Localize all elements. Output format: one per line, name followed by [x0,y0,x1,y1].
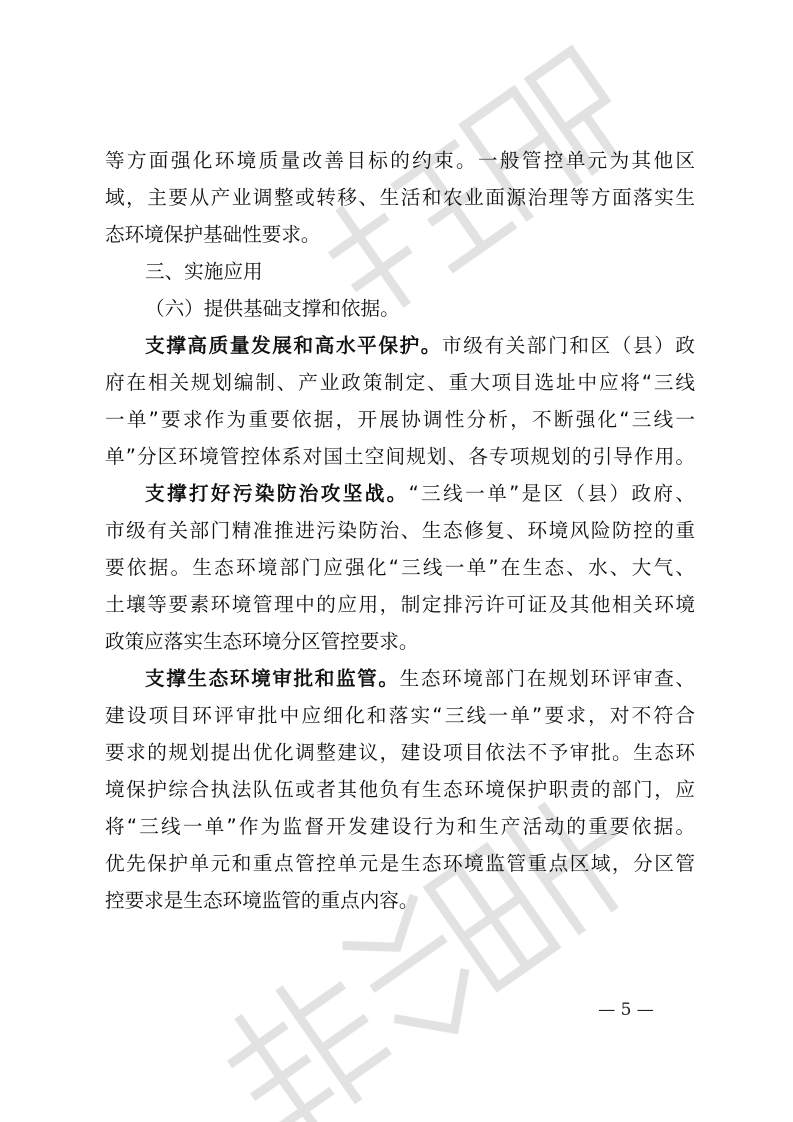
section-heading: 三、实施应用 [145,260,263,283]
bold-heading: 支撑打好污染防治攻坚战。 [145,482,409,505]
document-body [105,142,695,919]
paragraph-first-line [105,327,695,364]
text-line: 政策应落实生态环境分区管控要求。 [105,630,419,653]
text-line: 单”分区环境管控体系对国土空间规划、各专项规划的引导作用。 [105,445,695,468]
text-line: 市级有关部门精准推进污染防治、生态修复、环境风险防控的重 [105,519,695,542]
page-number: — 5 — [598,1000,654,1020]
bold-heading: 支撑高质量发展和高水平保护。 [145,334,443,357]
subsection-heading: （六）提供基础支撑和依据。 [145,297,400,320]
text-line: 态环境保护基础性要求。 [105,223,321,246]
text-line: 优先保护单元和重点管控单元是生态环境监管重点区域，分区管 [105,852,695,875]
text-line: 土壤等要素环境管理中的应用，制定排污许可证及其他相关环境 [105,593,695,616]
text-span: “三线一单”是区（县）政府、 [408,482,695,505]
text-span: 市级有关部门和区（县）政 [442,334,696,357]
text-line: 要依据。生态环境部门应强化“三线一单”在生态、水、大气、 [105,556,695,579]
text-line: 一单”要求作为重要依据，开展协调性分析，不断强化“三线一 [105,408,695,431]
text-line: 将“三线一单”作为监督开发建设行为和生产活动的重要依据。 [105,815,695,838]
text-span: 生态环境部门在规划环评审查、 [399,667,696,690]
paragraph-first-line [105,475,695,512]
text-line: 控要求是生态环境监管的重点内容。 [105,889,419,912]
text-line: 境保护综合执法队伍或者其他负有生态环境保护职责的部门，应 [105,778,695,801]
text-line: 要求的规划提出优化调整建议，建设项目依法不予审批。生态环 [105,741,695,764]
text-line: 建设项目环评审批中应细化和落实“三线一单”要求，对不符合 [105,704,695,727]
text-line: 府在相关规划编制、产业政策制定、重大项目选址中应将“三线 [105,371,695,394]
paragraph-first-line [105,660,695,697]
text-line: 等方面强化环境质量改善目标的约束。一般管控单元为其他区 [105,149,695,172]
bold-heading: 支撑生态环境审批和监管。 [145,667,400,690]
text-line: 域，主要从产业调整或转移、生活和农业面源治理等方面落实生 [105,186,695,209]
